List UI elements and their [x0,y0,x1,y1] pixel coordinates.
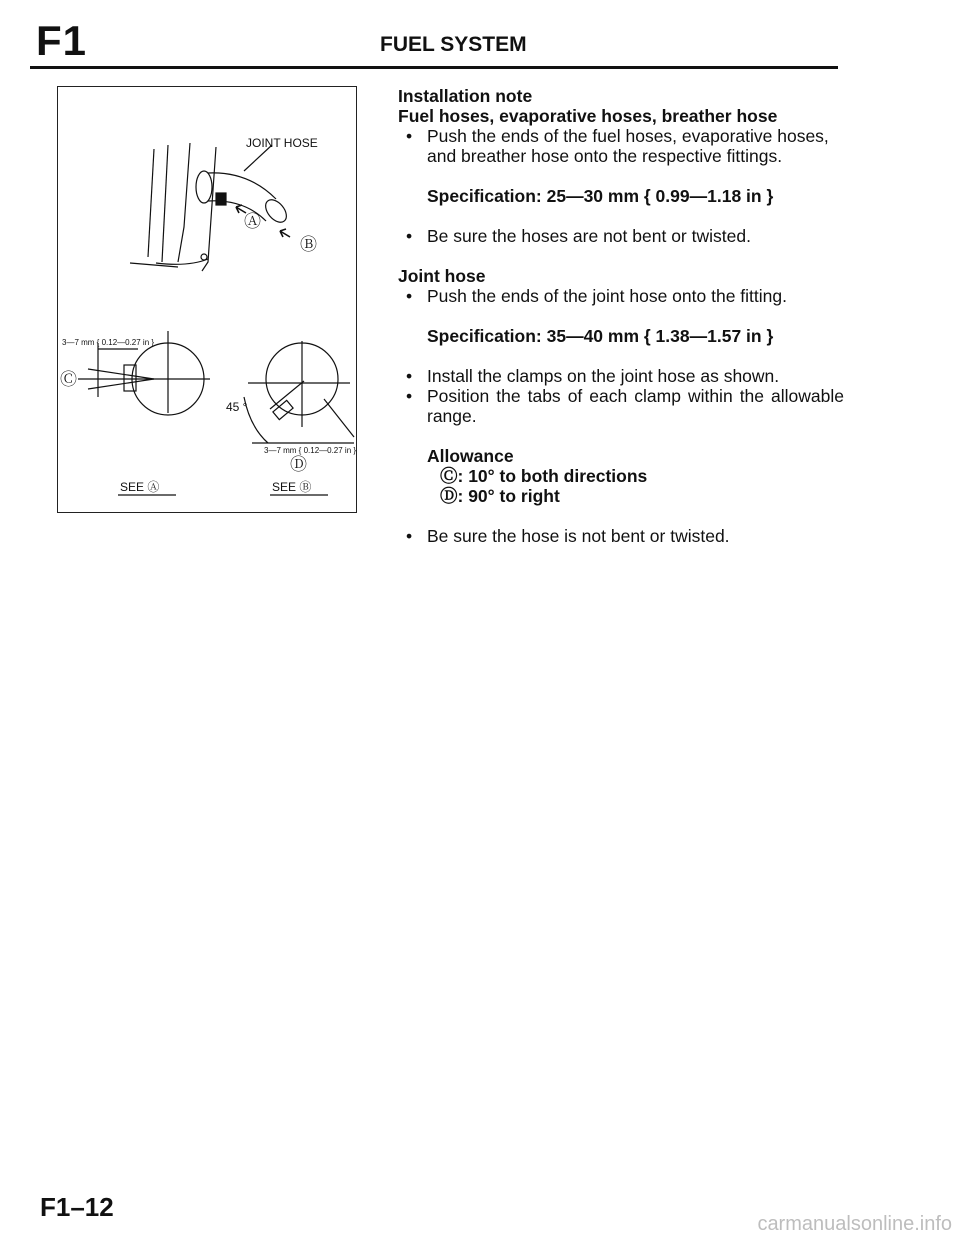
body-base-line [156,259,208,264]
arrow-b [280,229,290,237]
bracket-line [178,143,190,262]
dim-ext-right [324,399,354,437]
ground-line [130,263,178,267]
section-code: F1 [36,17,88,64]
dim-label-left: 3—7 mm { 0.12—0.27 in } [62,338,155,347]
bullet-push-fuel-hoses: • Push the ends of the fuel hoses, evaporative hoses, and breather hose onto the respective fittings. [398,126,844,166]
marker-a: Ⓐ [244,212,261,231]
bullet-not-bent: • Be sure the hoses are not bent or twisted. [398,226,844,246]
angle-label: 45 ° [226,400,248,414]
hose-diagram [58,87,357,513]
joint-hose-label: JOINT HOSE [246,136,318,150]
page-title: FUEL SYSTEM [380,33,527,56]
clamp-d-tab-line [270,381,304,409]
fuel-hoses-heading: Fuel hoses, evaporative hoses, breather hose [398,106,778,126]
spec-fuel-hoses: Specification: 25—30 mm { 0.99—1.18 in } [427,186,774,206]
marker-d: Ⓓ [290,455,307,474]
bullet-hose-not-bent: • Be sure the hose is not bent or twisted. [398,526,844,546]
watermark: carmanualsonline.info [757,1213,952,1235]
spec-joint-hose: Specification: 35—40 mm { 1.38—1.57 in } [427,326,774,346]
joint-hose-heading: Joint hose [398,266,486,286]
allowance-c: Ⓒ: 10° to both directions [440,466,648,486]
see-a-label: SEE Ⓐ [120,480,160,494]
bullet-position-tabs: • Position the tabs of each clamp within the allowable range. [398,386,844,426]
angle-arc [244,397,268,443]
installation-note-heading: Installation note [398,86,533,106]
body-edge-line [148,149,154,257]
bolt-hole [201,254,207,260]
page-number: F1–12 [40,1192,114,1222]
hose-illustration [57,86,357,513]
body-edge-line [162,145,168,262]
clamp-a [216,193,226,205]
installation-text [398,86,844,546]
header-rule [30,66,838,69]
bullet-install-clamps: • Install the clamps on the joint hose as shown. [398,366,844,386]
clamp-b [262,196,291,226]
dim-label-right: 3—7 mm { 0.12—0.27 in } [264,446,357,455]
bracket-line [202,147,216,271]
allowance-d: Ⓓ: 90° to right [440,486,560,506]
fitting-neck [196,171,212,203]
clamp-c-tab [124,365,136,391]
bullet-push-joint-hose: • Push the ends of the joint hose onto the fitting. [398,286,844,306]
allowance-title: Allowance [427,446,514,466]
marker-b: Ⓑ [300,235,317,254]
see-b-label: SEE Ⓑ [272,480,312,494]
marker-c: Ⓒ [60,370,77,389]
